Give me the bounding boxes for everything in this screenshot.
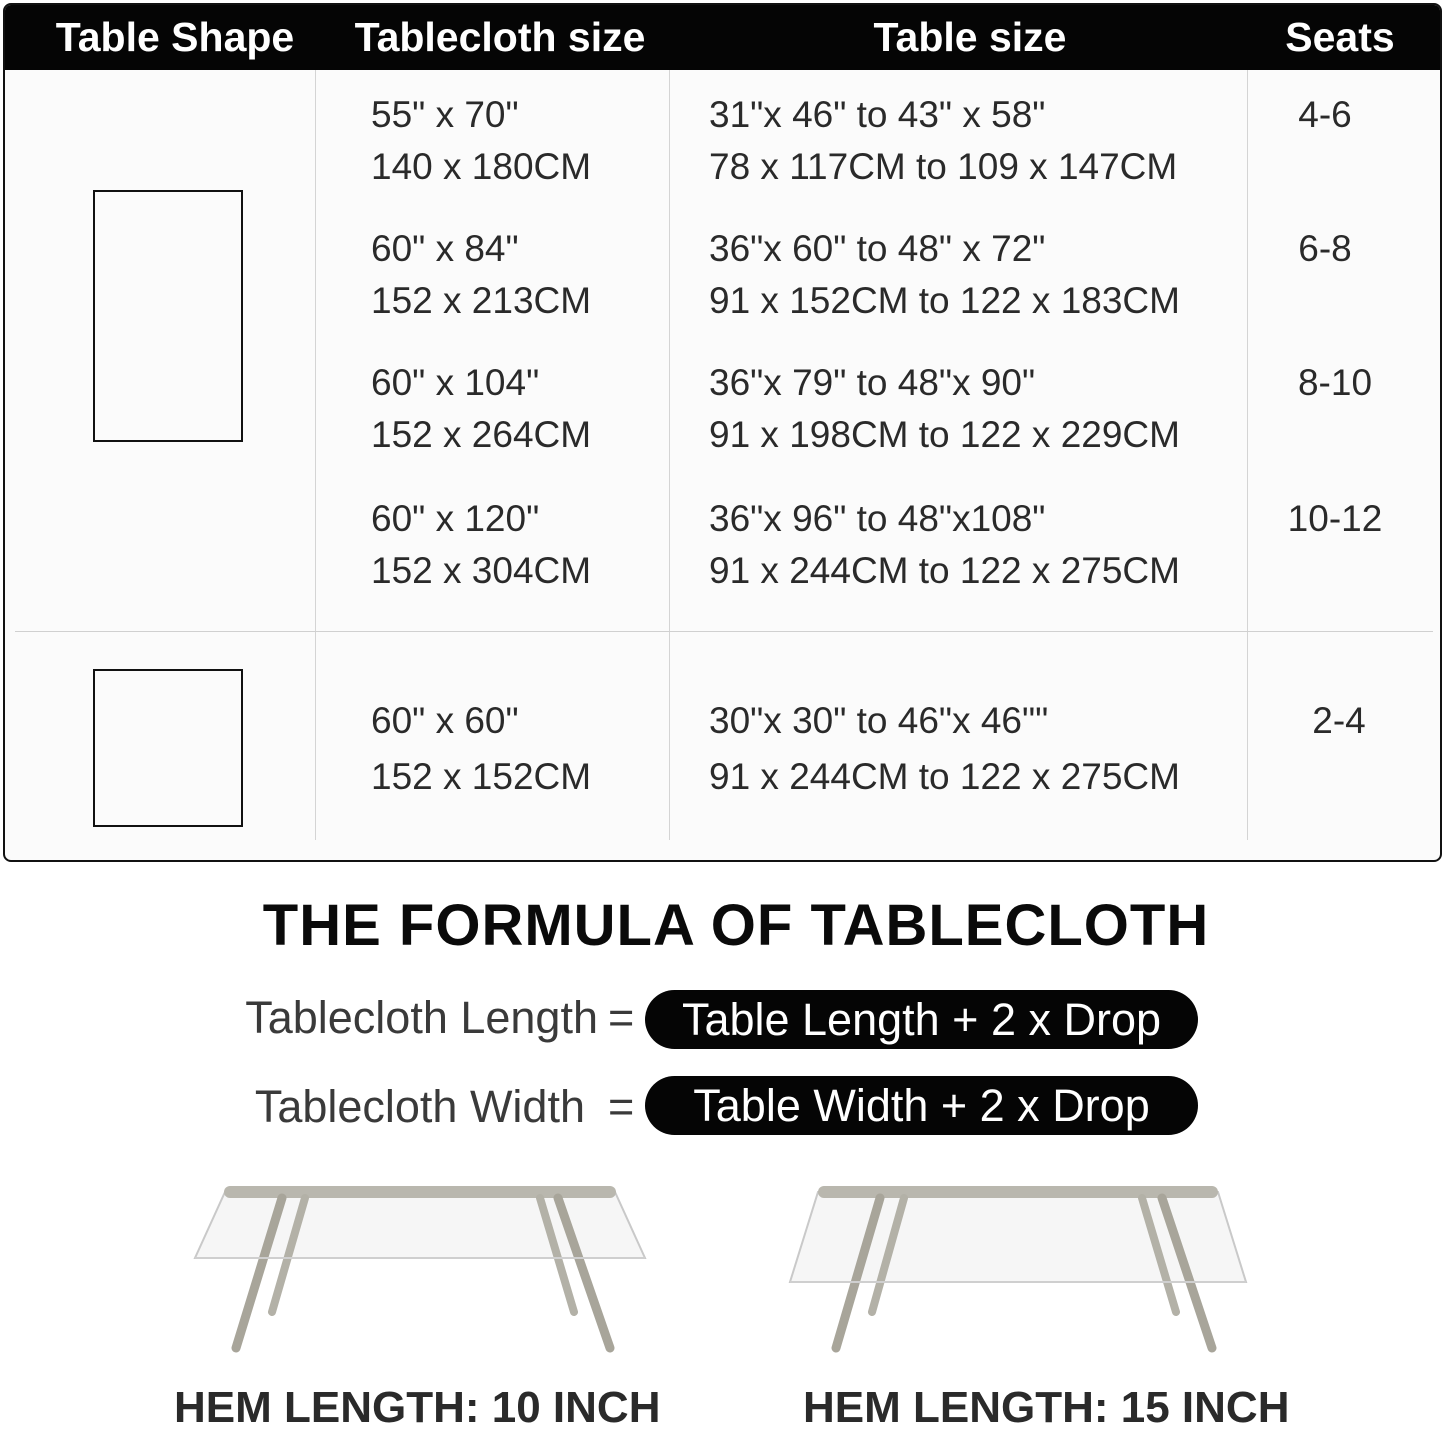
seats-value: 8-10 xyxy=(1297,362,1373,403)
seats-value: 4-6 xyxy=(1298,94,1352,135)
length-formula-pill: Table Length + 2 x Drop xyxy=(645,990,1198,1049)
header-table-size: Table size xyxy=(873,14,1067,60)
length-formula-label: Tablecloth Length xyxy=(245,992,598,1043)
header-tablecloth-size: Tablecloth size xyxy=(354,14,646,60)
table-size-cm: 91 x 198CM to 122 x 229CM xyxy=(709,414,1180,455)
width-formula-pill: Table Width + 2 x Drop xyxy=(645,1076,1198,1135)
cloth-size-inch: 55" x 70" xyxy=(371,94,519,135)
table-size-inch: 31"x 46" to 43" x 58" xyxy=(709,94,1046,135)
table-size-cm: 91 x 244CM to 122 x 275CM xyxy=(709,550,1180,591)
table-size-cm: 78 x 117CM to 109 x 147CM xyxy=(709,146,1178,187)
table-row xyxy=(371,693,591,805)
cloth-size-cm: 140 x 180CM xyxy=(371,146,592,187)
cloth-size-inch: 60" x 84" xyxy=(371,228,519,269)
table-size-inch: 36"x 96" to 48"x108" xyxy=(709,498,1046,539)
formula-title: THE FORMULA OF TABLECLOTH xyxy=(262,893,1210,958)
table-size-inch: 36"x 60" to 48" x 72" xyxy=(709,228,1046,269)
header-seats: Seats xyxy=(1285,14,1395,60)
header-table-shape: Table Shape xyxy=(55,14,295,60)
table-header xyxy=(5,5,1440,70)
size-chart-table xyxy=(3,3,1442,862)
cloth-size-cm: 152 x 264CM xyxy=(371,414,592,455)
row-divider xyxy=(15,631,1433,632)
table-size-cell xyxy=(709,89,1177,193)
width-equals-sign: = xyxy=(608,1081,635,1132)
table-size-cell xyxy=(709,493,1180,597)
seats-value: 10-12 xyxy=(1287,498,1383,539)
column-divider xyxy=(1247,70,1248,840)
square-table-shape-icon xyxy=(93,669,243,827)
table-size-cell xyxy=(709,223,1180,327)
cloth-size-inch: 60" x 60" xyxy=(371,700,519,741)
seats-value: 6-8 xyxy=(1298,228,1352,269)
cloth-size-cm: 152 x 213CM xyxy=(371,280,592,321)
table-row xyxy=(371,357,591,461)
table-size-cm: 91 x 244CM to 122 x 275CM xyxy=(709,756,1180,797)
table-10-inch-hem-illustration xyxy=(190,1180,650,1360)
hem-length-15-caption: HEM LENGTH: 15 INCH xyxy=(803,1383,1290,1432)
cloth-size-inch: 60" x 120" xyxy=(371,498,540,539)
table-size-cell xyxy=(709,693,1180,805)
table-size-cm: 91 x 152CM to 122 x 183CM xyxy=(709,280,1180,321)
hem-length-10-caption: HEM LENGTH: 10 INCH xyxy=(174,1383,661,1432)
cloth-size-cm: 152 x 304CM xyxy=(371,550,592,591)
length-equals-sign: = xyxy=(608,992,635,1043)
table-row xyxy=(371,493,591,597)
width-formula-label: Tablecloth Width xyxy=(254,1081,585,1132)
rectangle-table-shape-icon xyxy=(93,190,243,442)
seats-value: 2-4 xyxy=(1312,700,1366,741)
table-size-inch: 30"x 30" to 46"x 46"" xyxy=(709,700,1049,741)
table-row xyxy=(371,89,591,193)
table-size-inch: 36"x 79" to 48"x 90" xyxy=(709,362,1036,403)
table-size-cell xyxy=(709,357,1180,461)
column-divider xyxy=(315,70,316,840)
table-row xyxy=(371,223,591,327)
cloth-size-cm: 152 x 152CM xyxy=(371,756,592,797)
cloth-size-inch: 60" x 104" xyxy=(371,362,540,403)
table-15-inch-hem-illustration xyxy=(788,1180,1248,1360)
column-divider xyxy=(669,70,670,840)
